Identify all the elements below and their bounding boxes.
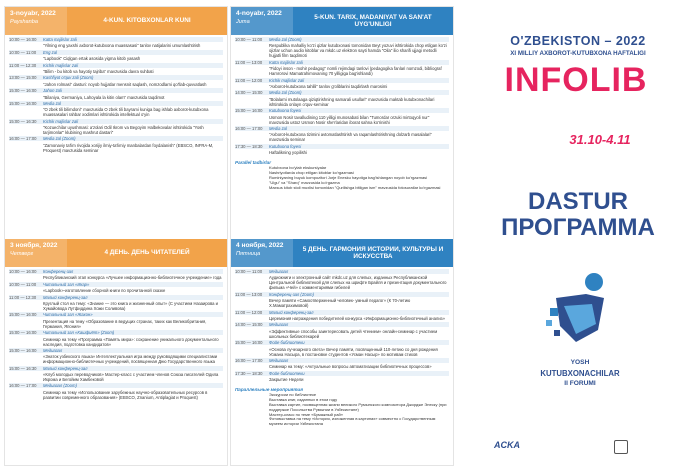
schedule-row: [235, 322, 449, 327]
day1-ru-block: [5, 239, 227, 401]
hall-name: Eng zal: [43, 49, 57, 55]
parallel-item: Выставка картин, посвященная жизни великого Румынского композитора Джордже Энеску (при поддержке Посольства Румынии в Узбекистане): [269, 402, 447, 412]
ministry-emblem-icon: [614, 440, 628, 454]
schedule-desc: [9, 354, 223, 364]
time: 17:30 — 18:30: [235, 370, 263, 376]
event-description: Презентация на тему «Образование в ведущих странах, таких как Великобритания, Германия, Япония»: [43, 318, 207, 329]
parallel-item: Kutubxona bo'ylab ekskursiyalar: [269, 165, 327, 171]
column-middle: [230, 6, 454, 466]
time: 15:00 — 16:00: [9, 100, 37, 106]
hall-name: Media zal: [269, 125, 287, 131]
schedule-row: [235, 126, 449, 131]
time: 11:00 — 12:00: [235, 77, 263, 83]
schedule-row: [9, 348, 223, 353]
event-description: «Lapbook»-изготовление сборной книги по прочитанной сказке: [43, 288, 166, 294]
time: 15:00 — 16:30: [9, 365, 37, 371]
day1-uz-header: [5, 7, 227, 35]
schedule-row: [9, 37, 223, 42]
event-description: "Bilim - bu kitob va hayotiy tajriba" mavzusida davra suhbati: [43, 68, 154, 74]
event-description: Семинар на тему: «Актуальные вопросы автоматизации библиотечных процессов»: [269, 364, 432, 370]
event-description: "Kozuechilar uyushmasi: a'zolari Odil Ikrom va Begoyim Halbekovalar ishtirokida "Yosh tarjimonlar" klubining mashrut dastari": [43, 125, 204, 136]
forum-line3: II FORUMI: [564, 380, 596, 387]
schedule-desc: [235, 66, 449, 76]
schedule-desc: [235, 316, 449, 321]
event-description: "Axborot-kutubxona tahlili" tanlov g'oliblarini taqdirlash marosimi: [269, 83, 388, 89]
day1-ru-header: [5, 239, 227, 267]
event-subtitle: XI MILLIY AXBOROT-KUTUBXONA HAFTALIGI: [510, 50, 646, 57]
event-description: "Jahon rolmasi" dasturi: noyob hujjatlar mensnit saqlash, nomzodlarni qo'llab-quvvatlash: [43, 81, 207, 87]
schedule-desc: [9, 319, 223, 329]
hall-name: Читальный зал «Жахон»: [43, 312, 93, 318]
day-title: 4-KUN. KITOBXONLAR KUNI: [103, 17, 191, 25]
schedule-row: [235, 371, 449, 376]
hall-name: Media zal (Zoom): [269, 90, 302, 96]
event-description: "Bolalarni mutolaaga qiziqtirishning samarali usullari" mavzusida maktab kutubxonachilari ishtirokida onlayn o'quv-seminar: [269, 96, 435, 107]
hall-name: Медиазал: [269, 269, 289, 274]
parallel-events: [231, 383, 453, 427]
schedule-desc: [9, 107, 223, 117]
hall-name: Малый конференц-зал: [43, 294, 88, 300]
event-description: Церемония награждения победителей конкурса «Информационно-библиотечный анализ»: [269, 315, 445, 321]
hall-name: Читальный зал «Икар»: [43, 281, 90, 287]
schedule-row: [235, 269, 449, 274]
day2-ru-header: [231, 239, 453, 267]
schedule-row: [9, 88, 223, 93]
hall-name: Малый конференц-зал: [269, 309, 314, 315]
date: 3 ноября, 2022: [10, 242, 58, 249]
time: 14:00 — 15:00: [235, 322, 263, 328]
schedule-desc: [9, 82, 223, 87]
schedule-row: [235, 60, 449, 65]
time: 16:00 — 17:00: [235, 357, 263, 363]
parallel-item: Nashriyotlarda chop etilgan kitoblar ko'rgazmasi: [269, 170, 354, 176]
event-description: «Основа лучезарного света» Вечер памяти, посвященный 110-летию со дня рождения Усмана Насыра, в постановке студентов «Усман Насыр» по мотивам стихов: [269, 346, 438, 357]
schedule-desc: [9, 56, 223, 61]
event-description: "Fidoyi inson - mohir pedagog" nomli rejimdagi tanlovi (pedagogika fanlari nomzodi, bibliograf Hamrorovi Mamatrahimovaning 70 yilligiga bag'ishlandi): [269, 66, 442, 77]
schedule-desc: [9, 43, 223, 48]
event-description: Семинар на тему «Программа «Память мира»: сохранение уникального документального наследия, подготовка кандидатов»: [43, 336, 219, 347]
time: 11:00 — 13:00: [235, 59, 263, 65]
forum-logo-icon: [546, 268, 616, 354]
event-description: Республиканский этап конкурса «Лучшее информационно-библиотечное учреждение» года: [43, 275, 222, 281]
hall-name: Конференц-зал: [43, 269, 74, 274]
time: 15:00 — 16:00: [9, 330, 37, 336]
hall-name: Kichik majlislar zali: [269, 77, 305, 83]
schedule-row: [9, 383, 223, 388]
schedule-desc: [9, 69, 223, 74]
date: 4-noyabr, 2022: [236, 10, 282, 17]
parallel-item: Maxsus kitob stoli muxlisi tomonidan "Qurilishga bitilgan ism" mavzusida fotosuratlar ko'rgazmasi: [269, 184, 441, 190]
schedule-desc: [235, 115, 449, 125]
infolib-logo: INFOLIB: [504, 61, 648, 99]
time: 15:00 — 16:00: [9, 347, 37, 353]
aska-logo: ACKA: [494, 440, 520, 450]
dastur-heading: DASTUR: [528, 188, 628, 215]
time: 11:00 — 12:30: [9, 294, 37, 300]
date-box: [5, 239, 67, 267]
time: 16:00 — 17:00: [235, 125, 263, 131]
time: 16:00 — 17:00: [9, 383, 37, 389]
schedule-desc: [235, 298, 449, 308]
schedule-row: [9, 101, 223, 106]
event-description: "Yilning eng yaxshi axborot-kutubxona muassasasi" tanlov natijalarini umumlashtirish: [43, 43, 201, 49]
schedule-row: [9, 366, 223, 371]
day-title: 4 ДЕНЬ. ДЕНЬ ЧИТАТЕЛЕЙ: [104, 249, 190, 257]
parallel-item: Ruminiyaning buyuk kompozitori Jorje Enesku hayotiga bag'ishlangan noyob ko'rgazmasi: [269, 175, 428, 181]
schedule-desc: [9, 143, 223, 153]
schedule-row: [235, 292, 449, 297]
column-left: [4, 6, 228, 466]
event-description: Haftalikning yopilishi: [269, 150, 307, 156]
schedule-desc: [235, 347, 449, 357]
schedule-desc: [235, 132, 449, 142]
schedule-desc: [9, 95, 223, 100]
time: 13:00 — 15:00: [9, 75, 37, 81]
time: 15:00 — 16:00: [235, 108, 263, 114]
schedule-desc: [235, 377, 449, 382]
schedule-row: [235, 108, 449, 113]
hall-name: Katta majlislar zali: [269, 59, 303, 65]
schedule-desc: [9, 275, 223, 280]
time: 15:00 — 16:00: [9, 88, 37, 94]
day2-ru-block: [231, 239, 453, 427]
hall-name: Медиазал: [43, 347, 63, 353]
time: 15:00 — 16:30: [9, 118, 37, 124]
event-description: Respublika mahalliy ko'zi qizlar kutubxonasi tomonidan Beyt yozuvi ishtirokida chop etilgan ko'zi ojizlar uchun audio kitoblar va mkdc.uz elektron sayti hamda "Oila" ilio sharifi ujjagi metodli hujjatli film taqdimoti: [269, 43, 447, 59]
event-description: Семинар на тему «Использование зарубежных научно-образовательных ресурсов в развитии современного образования» (EBSCO, Znanium, Antiplagiat и Proquest): [43, 389, 208, 400]
schedule-row: [9, 136, 223, 141]
event-description: Круглый стол на тему: «Знание — это книга и жизненный опыт» (С участием Назаирова и Хумайовода Лутфиддина Хожи Соливова): [43, 300, 219, 311]
weekday: Четверг: [10, 251, 34, 257]
forum-line2: KUTUBXONACHILAR: [540, 369, 620, 378]
hall-name: Фойе библиотеки: [269, 370, 305, 376]
parallel-item: Фотовыставка на тему «История, изложенная в картинах» совместно с Государственным музеем истории Узбекистана: [269, 416, 436, 427]
day1-uz-block: [5, 7, 227, 154]
schedule-list: [5, 35, 227, 153]
day2-uz-header: [231, 7, 453, 35]
hall-name: Kutubxona foyesi: [269, 143, 302, 149]
parallel-title: Параллельные мероприятия: [235, 387, 303, 393]
event-description: Закрытие Недели: [269, 377, 304, 383]
event-description: "O zbek tili bilimdoni" mavzusida O zbek tili bayrami kuniga bag ishlab axborot-kutubxona muassasalari rahbar xodimlari ishtirokida intellektual o'yin: [43, 107, 209, 118]
parallel-item: Экскурсии по библиотеке: [269, 392, 317, 398]
time: 11:00 — 12:30: [9, 62, 37, 68]
hall-name: Конференц-зал (Zoom): [269, 291, 314, 297]
hall-name: Kashfiyot o'quv zali (Zoom): [43, 75, 94, 81]
date-box: [231, 239, 293, 267]
schedule-desc: [235, 329, 449, 339]
event-description: Usmon Nosir tavalludining 110 yilligi munosabati bilan "Tumordar orzuki mirtoqyoli nur" mavzusida ustoz Usmon Nosir she'rlaridan iborat sahna ko'rinishi: [269, 114, 430, 125]
time: 10:00 — 11:00: [9, 49, 37, 55]
time: 10:00 — 11:00: [9, 281, 37, 287]
day-title: 5 ДЕНЬ. ГАРМОНИЯ ИСТОРИИ, КУЛЬТУРЫ И ИСКУССТВА: [302, 245, 444, 260]
hall-name: Kutubxona foyesi: [269, 108, 302, 114]
date-box: [5, 7, 67, 35]
event-description: Аудиокниги и электронный сайт mkdc.uz для слепых, изданных Республиканской Центральной библиотекой для слепых на шрифте Брайля и презентация документального фильма «Чей» с комментариями гибелей: [269, 275, 447, 291]
parallel-item: Мастер-класс по теме «Бумажный рай»: [269, 411, 343, 417]
event-description: "Axborot-kutubxona tizimini avtomatlashtirish va raqamlashtirishning dolzarb masalalari" mavzusida seminar: [269, 132, 432, 143]
hall-name: Media zal: [43, 100, 61, 106]
event-dates: 31.10-4.11: [569, 132, 631, 147]
event-description: «Эффективные способы заинтересовать детей чтением» онлайн-семинар с участием школьных библиотекарей: [269, 328, 438, 339]
hall-name: Медиазал: [269, 322, 289, 328]
event-description: Вечер памяти «Самоотверженный человек- умный педагог» (К 70-летию Х.Маматрахимовой): [269, 298, 411, 309]
schedule-row: [9, 75, 223, 80]
schedule-row: [9, 119, 223, 124]
parallel-item: "Ulgu" va "Sharq" mavzusida ko'rgazma: [269, 179, 340, 185]
hall-name: Читальный зал «Кашфиёт» (Zoom): [43, 330, 115, 336]
hall-name: Media zal (Zoom): [269, 37, 302, 42]
date-box: [231, 7, 293, 35]
schedule-row: [235, 144, 449, 149]
schedule-desc: [9, 125, 223, 135]
schedule-desc: [235, 97, 449, 107]
event-description: «Знаток узбекского языка» Интеллектуальная игра между руководящими специалистами информационно-библиотечных учреждений, посвященная Дню Государственного языка: [43, 354, 218, 365]
time: 15:00 — 16:00: [235, 340, 263, 346]
event-description: "Zamonaviy ta'lim rivojida xorijiy ilmiy-ta'limiy manbalardan foydalanish" (EBSCO, INFRA-M, Proquest) mavzusida seminar: [43, 142, 214, 153]
schedule-desc: [235, 364, 449, 369]
time: 16:00 — 17:00: [9, 136, 37, 142]
schedule-row: [9, 295, 223, 300]
forum-line1: YOSH: [570, 359, 590, 366]
date: 4 ноября, 2022: [236, 242, 284, 249]
hall-name: Медиазал (Zoom): [43, 383, 77, 389]
schedule-desc: [235, 84, 449, 89]
schedule-desc: [9, 301, 223, 311]
event-description: «Клуб молодых переводчиков» Мастер-класс с участием членов Союза писателей Одила Икрома и Бегойим Хамбековой: [43, 372, 219, 383]
schedule-list: [231, 267, 453, 382]
hall-name: Медиазал: [269, 357, 289, 363]
event-description: "Bilaniya, Germaniya, Lahoyala la kitin olam" mavzusida taqdimot: [43, 94, 165, 100]
hall-name: Фойе библиотеки: [269, 340, 305, 346]
weekday: Пятница: [236, 251, 261, 257]
schedule-desc: [9, 288, 223, 293]
event-title: O'ZBEKISTON – 2022: [510, 34, 646, 48]
schedule-desc: [235, 43, 449, 58]
schedule-row: [235, 358, 449, 363]
time: 10:00 — 11:00: [235, 269, 263, 274]
schedule-row: [9, 282, 223, 287]
schedule-row: [235, 90, 449, 95]
date: 3-noyabr, 2022: [10, 10, 56, 17]
day2-uz-block: [231, 7, 453, 190]
schedule-row: [235, 37, 449, 42]
weekday: Payshanba: [10, 19, 38, 25]
schedule-row: [235, 340, 449, 345]
hall-name: Малый конференц-зал: [43, 365, 88, 371]
event-description: "Lapbook" Ciqlgan ertak asosida yigma kitob yasash: [43, 56, 141, 62]
time: 11:00 — 12:00: [235, 309, 263, 315]
schedule-row: [9, 50, 223, 55]
time: 10:00 — 16:00: [9, 269, 37, 274]
schedule-list: [231, 35, 453, 155]
time: 10:00 — 16:00: [9, 37, 37, 42]
hall-name: Kichik majlislar zali: [43, 62, 79, 68]
time: 10:00 — 11:00: [235, 37, 263, 42]
schedule-desc: [235, 275, 449, 290]
weekday: Juma: [236, 19, 250, 25]
schedule-desc: [235, 150, 449, 155]
time: 17:30 — 18:30: [235, 143, 263, 149]
schedule-row: [235, 78, 449, 83]
hall-name: Kichik majlislar zali: [43, 118, 79, 124]
time: 11:00 — 13:00: [235, 291, 263, 297]
schedule-row: [235, 310, 449, 315]
hall-name: Media zal (Zoom): [43, 136, 76, 142]
schedule-desc: [9, 337, 223, 347]
hall-name: Jahon zali: [43, 88, 62, 94]
schedule-row: [9, 63, 223, 68]
parallel-events: [231, 156, 453, 190]
day-title: 5-KUN. TARIX, MADANIYAT VA SAN'AT UYG'UNLIGI: [314, 13, 432, 28]
time: 15:00 — 16:00: [9, 312, 37, 318]
parallel-item: Выставка книг, изданных в этом году: [269, 397, 338, 403]
schedule-desc: [9, 390, 223, 400]
schedule-row: [9, 330, 223, 335]
parallel-title: Parallel tadbirlar: [235, 160, 272, 166]
programma-heading: ПРОГРАММА: [501, 214, 655, 241]
schedule-desc: [9, 372, 223, 382]
time: 14:00 — 15:00: [235, 90, 263, 96]
hall-name: Katta majlislar zali: [43, 37, 77, 42]
schedule-list: [5, 267, 227, 400]
schedule-row: [9, 312, 223, 317]
schedule-row: [9, 269, 223, 274]
